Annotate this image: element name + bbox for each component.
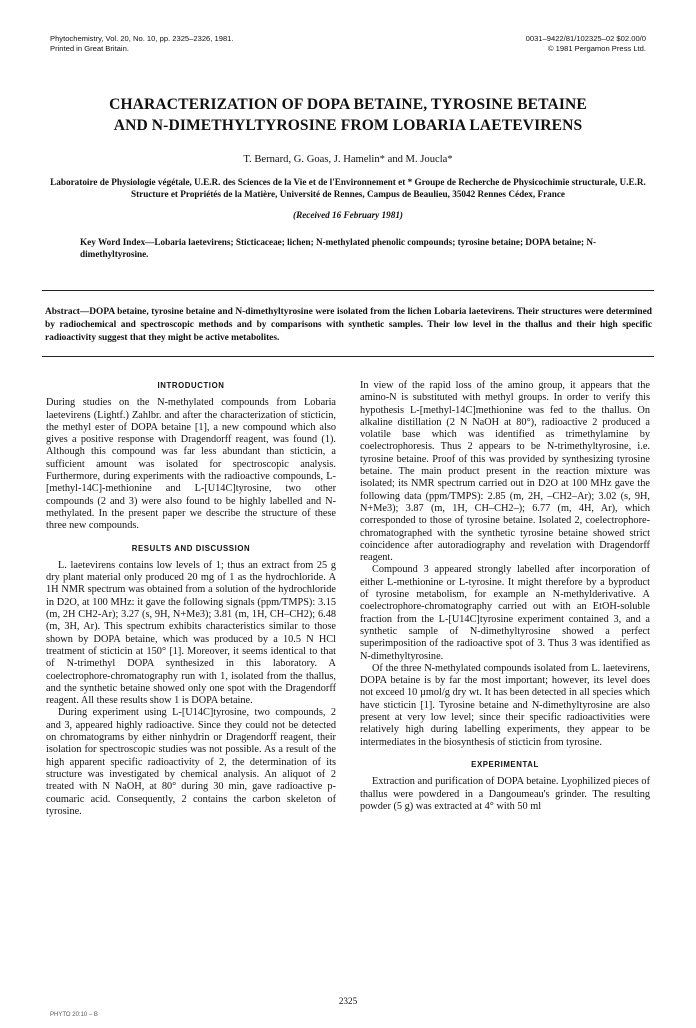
left-column [46, 380, 336, 818]
article-code: 0031–9422/81/102325–02 $02.00/0 [525, 34, 646, 43]
abstract: Abstract—DOPA betaine, tyrosine betaine and N-dimethyltyrosine were isolated from the lichen Lobaria laetevirens. Their structures were determined by radiochemical and spectroscopic methods and by comparisons with synthetic samples. Their low level in the thallus and their high specific radioactivity suggest that they might be active metabolites. [45, 307, 652, 343]
intro-paragraph: During studies on the N-methylated compounds from Lobaria laetevirens (Lightf.) Zahlbr. and after the characterization of sticticin, the methyl ester of DOPA betaine [1], a new compound which also gives a positive response with Dragendorff reagent, was found (1). Although this compound was far less abundant than sticticin, a sufficient amount was isolated for spectroscopic analysis. Furthermore, during experiments with the radioactive compounds, L-[methyl-14C]-methionine and L-[U14C]tyrosine, two other compounds (2 and 3) were also found to be highly labelled and N-methylated. In the present paper we describe the structure of these three new compounds. [46, 397, 336, 532]
divider-top [42, 290, 654, 291]
experimental-paragraph: Extraction and purification of DOPA betaine. Lyophilized pieces of thallus were powdered in a Dangoumeau's grinder. The resulting powder (5 g) was extracted at 4° with 50 ml [360, 776, 650, 812]
results-paragraph-2: During experiment using L-[U14C]tyrosine, two compounds, 2 and 3, appeared highly radioactive. Since they could not be detected on chromatograms by either ninhydrin or Dragendorff reagent, their isolation for spectroscopic studies was not possible. As a result of the high apparent specific radioactivity of 2, the determination of its structure was investigated by chemical analysis. An aliquot of 2 treated with N NaOH, at 80° during 30 min, gave radioactive p-coumaric acid. Consequently, 2 contains the carbon skeleton of tyrosine. [46, 707, 336, 817]
divider-bottom [42, 356, 654, 357]
results-paragraph-4: Compound 3 appeared strongly labelled after incorporation of either L-methionine or L-tyrosine. It might therefore by a byproduct of tyrosine metabolism, for example an N-methylderivative. A coelectrophore-chromatography carried out with an EtOH-soluble fraction from the L-[U14C]tyrosine experiment contained 3, and a synthetic sample of N-dimethyltyrosine showed a perfect superimposition of the radioactive spot of 3. Thus 3 was identified as N-dimethyltyrosine. [360, 564, 650, 662]
section-heading-results: RESULTS AND DISCUSSION [131, 543, 251, 553]
title-line-2: AND N-DIMETHYLTYROSINE FROM LOBARIA LAETEVIRENS [113, 117, 583, 134]
received-date: (Received 16 February 1981) [293, 210, 403, 220]
results-paragraph-3: In view of the rapid loss of the amino group, it appears that the amino-N is substituted with methyl groups. In order to verify this hypothesis L-[methyl-14C]methionine was fed to the thallus. On alkaline distillation (2 N NaOH at 80°), radioactive 2 produced a volatile base which was identified as trimethylamine by coelectrophoresis. Thus 2 appears to be N-trimethyltyrosine, i.e. tyrosine betaine. Proof of this was provided by synthesizing tyrosine betaine. The main product present in the reaction mixture was isolated; its NMR spectrum carried out in D2O at 100 MHz gave the following data (ppm/TMPS): 2.85 (m, 2H, –CH2–Ar); 3.02 (s, 9H, N+Me3); 3.87 (m, 1H, CH–CH2–); 6.77 (m, 4H, Ar), which corresponded to those of tyrosine betaine. Isolated 2, coelectrophore-chromatographed with the synthetic tyrosine betaine showed strict coincidence after autoradiography and revelation with Dragendorff reagent. [360, 380, 650, 564]
results-paragraph-5: Of the three N-methylated compounds isolated from L. laetevirens, DOPA betaine is by far the most important; however, its level does not exceed 10 µmol/g dry wt. It has been detected in all species which have sticticin [1]. Tyrosine betaine and N-dimethyltyrosine are also present at very low level; since their specific radioactivities were relatively high during labelling experiments, they appear to be intermediates in the biosynthesis of sticticin from tyrosine. [360, 662, 650, 748]
right-column [360, 380, 650, 813]
article-title [40, 94, 656, 136]
printed-note: Printed in Great Britain. [50, 44, 129, 53]
section-heading-introduction: INTRODUCTION [157, 381, 225, 390]
keyword-index: Key Word Index—Lobaria laetevirens; Sticticaceae; lichen; N-methylated phenolic compounds; tyrosine betaine; DOPA betaine; N-dimethyltyrosine. [80, 237, 597, 259]
page-number: 2325 [338, 996, 358, 1006]
journal-citation: Phytochemistry, Vol. 20, No. 10, pp. 2325–2326, 1981. [50, 34, 234, 43]
results-paragraph-1: L. laetevirens contains low levels of 1; thus an extract from 25 g dry plant material only produced 20 mg of 1 as the hydrochloride. A 1H NMR spectrum was obtained from a solution of the hydrochloride in D2O, at 100 MHz: it gave the following signals (ppm/TMPS): 3.15 (m, 2H CH2-Ar); 3.27 (s, 9H, N+Me3); 3.81 (m, 1H, CH–CH2); 6.48 (m, 3H, Ar). This spectrum exhibits characteristics similar to those shown by DOPA betaine, which was produced by a 10.5 N HCl treatment of sticticin at 150° [1]. Moreover, it seems identical to that of N-trimethyl DOPA synthesized in this laboratory. A coelectrophore-chromatography run with 1, isolated from the thallus, and the synthetic betaine showed only one spot with the Dragendorff reagent. All these results show 1 is DOPA betaine. [46, 559, 336, 707]
section-heading-experimental: EXPERIMENTAL [471, 759, 539, 769]
author-list: T. Bernard, G. Goas, J. Hamelin* and M. Joucla* [243, 154, 453, 165]
affiliation: Laboratoire de Physiologie végétale, U.E.R. des Sciences de la Vie et de l'Environnement et * Groupe de Recherche de Physicochimie structurale, U.E.R. Structure et Propriétés de la Matière, Université de Rennes, Campus de Beaulieu, 35042 Rennes Cédex, France [50, 177, 646, 199]
footer-code: PHYTO 20:10 – B [50, 1012, 98, 1018]
running-header-right [526, 34, 646, 54]
running-header-left [50, 34, 234, 54]
copyright-note: © 1981 Pergamon Press Ltd. [547, 44, 646, 53]
title-line-1: CHARACTERIZATION OF DOPA BETAINE, TYROSINE BETAINE [109, 96, 587, 113]
